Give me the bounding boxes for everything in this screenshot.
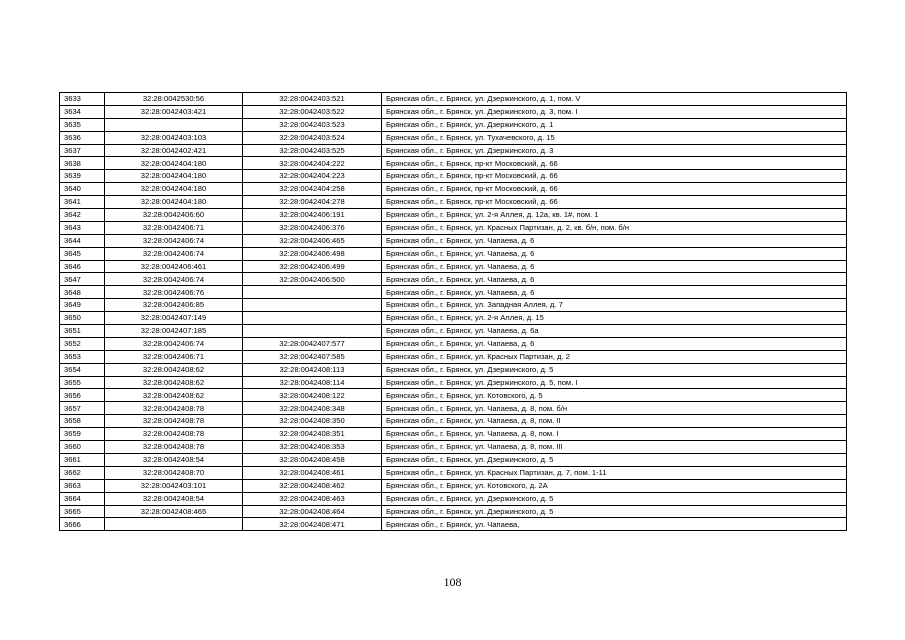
row-number-cell: 3666 bbox=[60, 518, 105, 531]
related-cadastral-number-cell: 32:28:0042408:463 bbox=[243, 492, 382, 505]
table-row bbox=[60, 221, 847, 234]
cadastral-number-cell: 32:28:0042404:180 bbox=[105, 196, 243, 209]
row-number-cell: 3655 bbox=[60, 376, 105, 389]
cadastral-number-cell: 32:28:0042406:74 bbox=[105, 273, 243, 286]
table-row bbox=[60, 479, 847, 492]
table-body bbox=[60, 93, 847, 531]
address-cell: Брянская обл., г. Брянск, ул. 2-я Аллея, д. 12а, кв. 1#, пом. 1 bbox=[382, 209, 847, 222]
related-cadastral-number-cell bbox=[243, 299, 382, 312]
cadastral-number-cell: 32:28:0042406:74 bbox=[105, 247, 243, 260]
related-cadastral-number-cell: 32:28:0042403:524 bbox=[243, 131, 382, 144]
related-cadastral-number-cell bbox=[243, 312, 382, 325]
related-cadastral-number-cell: 32:28:0042406:498 bbox=[243, 247, 382, 260]
row-number-cell: 3657 bbox=[60, 402, 105, 415]
table-row bbox=[60, 170, 847, 183]
table-row bbox=[60, 260, 847, 273]
row-number-cell: 3642 bbox=[60, 209, 105, 222]
table-row bbox=[60, 299, 847, 312]
row-number-cell: 3659 bbox=[60, 428, 105, 441]
table-row bbox=[60, 105, 847, 118]
table-row bbox=[60, 505, 847, 518]
related-cadastral-number-cell: 32:28:0042408:353 bbox=[243, 441, 382, 454]
row-number-cell: 3639 bbox=[60, 170, 105, 183]
table-row bbox=[60, 376, 847, 389]
cadastral-number-cell: 32:28:0042408:62 bbox=[105, 363, 243, 376]
related-cadastral-number-cell: 32:28:0042404:222 bbox=[243, 157, 382, 170]
row-number-cell: 3658 bbox=[60, 415, 105, 428]
related-cadastral-number-cell: 32:28:0042408:471 bbox=[243, 518, 382, 531]
cadastral-number-cell: 32:28:0042404:180 bbox=[105, 170, 243, 183]
row-number-cell: 3649 bbox=[60, 299, 105, 312]
cadastral-number-cell: 32:28:0042406:60 bbox=[105, 209, 243, 222]
related-cadastral-number-cell: 32:28:0042408:114 bbox=[243, 376, 382, 389]
table-row bbox=[60, 118, 847, 131]
related-cadastral-number-cell: 32:28:0042406:376 bbox=[243, 221, 382, 234]
row-number-cell: 3651 bbox=[60, 325, 105, 338]
cadastral-number-cell: 32:28:0042407:149 bbox=[105, 312, 243, 325]
related-cadastral-number-cell: 32:28:0042408:464 bbox=[243, 505, 382, 518]
row-number-cell: 3637 bbox=[60, 144, 105, 157]
table-row bbox=[60, 363, 847, 376]
row-number-cell: 3663 bbox=[60, 479, 105, 492]
table-row bbox=[60, 273, 847, 286]
address-cell: Брянская обл., г. Брянск, ул. Тухачевского, д. 15 bbox=[382, 131, 847, 144]
cadastral-number-cell: 32:28:0042408:54 bbox=[105, 453, 243, 466]
cadastral-number-cell: 32:28:0042403:103 bbox=[105, 131, 243, 144]
cadastral-number-cell: 32:28:0042408:78 bbox=[105, 402, 243, 415]
address-cell: Брянская обл., г. Брянск, ул. Дзержинского, д. 1, пом. V bbox=[382, 93, 847, 106]
related-cadastral-number-cell: 32:28:0042408:461 bbox=[243, 466, 382, 479]
related-cadastral-number-cell: 32:28:0042404:223 bbox=[243, 170, 382, 183]
address-cell: Брянская обл., г. Брянск, ул. Чапаева, д. 8, пом. III bbox=[382, 441, 847, 454]
cadastral-number-cell: 32:28:0042408:54 bbox=[105, 492, 243, 505]
table-row bbox=[60, 492, 847, 505]
cadastral-number-cell: 32:28:0042408:70 bbox=[105, 466, 243, 479]
related-cadastral-number-cell: 32:28:0042406:465 bbox=[243, 234, 382, 247]
related-cadastral-number-cell: 32:28:0042406:500 bbox=[243, 273, 382, 286]
row-number-cell: 3636 bbox=[60, 131, 105, 144]
cadastral-number-cell: 32:28:0042408:78 bbox=[105, 428, 243, 441]
row-number-cell: 3633 bbox=[60, 93, 105, 106]
address-cell: Брянская обл., г. Брянск, ул. Дзержинского, д. 3, пом. I bbox=[382, 105, 847, 118]
address-cell: Брянская обл., г. Брянск, ул. Дзержинского, д. 1 bbox=[382, 118, 847, 131]
address-cell: Брянская обл., г. Брянск, ул. 2-я Аллея, д. 15 bbox=[382, 312, 847, 325]
cadastral-number-cell: 32:28:0042406:461 bbox=[105, 260, 243, 273]
cadastral-number-cell: 32:28:0042406:71 bbox=[105, 221, 243, 234]
address-cell: Брянская обл., г. Брянск, ул. Красных Партизан, д. 2 bbox=[382, 350, 847, 363]
address-cell: Брянская обл., г. Брянск, ул. Чапаева, д. 8, пом. I bbox=[382, 428, 847, 441]
row-number-cell: 3635 bbox=[60, 118, 105, 131]
row-number-cell: 3647 bbox=[60, 273, 105, 286]
related-cadastral-number-cell: 32:28:0042406:499 bbox=[243, 260, 382, 273]
address-cell: Брянская обл., г. Брянск, ул. Чапаева, д. 6 bbox=[382, 234, 847, 247]
address-cell: Брянская обл., г. Брянск, ул. Чапаева, д. 6 bbox=[382, 286, 847, 299]
table-row bbox=[60, 144, 847, 157]
related-cadastral-number-cell: 32:28:0042403:523 bbox=[243, 118, 382, 131]
row-number-cell: 3662 bbox=[60, 466, 105, 479]
table-row bbox=[60, 415, 847, 428]
cadastral-table bbox=[59, 92, 847, 531]
cadastral-number-cell bbox=[105, 118, 243, 131]
cadastral-number-cell: 32:28:0042530:56 bbox=[105, 93, 243, 106]
row-number-cell: 3653 bbox=[60, 350, 105, 363]
cadastral-number-cell: 32:28:0042408:62 bbox=[105, 376, 243, 389]
address-cell: Брянская обл., г. Брянск, ул. Дзержинского, д. 3 bbox=[382, 144, 847, 157]
cadastral-number-cell: 32:28:0042403:421 bbox=[105, 105, 243, 118]
row-number-cell: 3643 bbox=[60, 221, 105, 234]
related-cadastral-number-cell: 32:28:0042403:521 bbox=[243, 93, 382, 106]
table-row bbox=[60, 312, 847, 325]
cadastral-number-cell: 32:28:0042403:101 bbox=[105, 479, 243, 492]
related-cadastral-number-cell: 32:28:0042404:258 bbox=[243, 183, 382, 196]
address-cell: Брянская обл., г. Брянск, ул. Чапаева, д. 6 bbox=[382, 247, 847, 260]
address-cell: Брянская обл., г. Брянск, ул. Чапаева, bbox=[382, 518, 847, 531]
address-cell: Брянская обл., г. Брянск, ул. Чапаева, д. 8, пом. б/н bbox=[382, 402, 847, 415]
table-row bbox=[60, 466, 847, 479]
address-cell: Брянская обл., г. Брянск, пр-кт Московский, д. 66 bbox=[382, 157, 847, 170]
related-cadastral-number-cell: 32:28:0042407:577 bbox=[243, 337, 382, 350]
table-row bbox=[60, 441, 847, 454]
cadastral-number-cell: 32:28:0042406:74 bbox=[105, 234, 243, 247]
cadastral-number-cell: 32:28:0042404:180 bbox=[105, 183, 243, 196]
related-cadastral-number-cell: 32:28:0042408:113 bbox=[243, 363, 382, 376]
address-cell: Брянская обл., г. Брянск, ул. Дзержинского, д. 5 bbox=[382, 492, 847, 505]
address-cell: Брянская обл., г. Брянск, пр-кт Московский, д. 66 bbox=[382, 196, 847, 209]
table-row bbox=[60, 337, 847, 350]
row-number-cell: 3660 bbox=[60, 441, 105, 454]
row-number-cell: 3661 bbox=[60, 453, 105, 466]
row-number-cell: 3646 bbox=[60, 260, 105, 273]
page-number: 108 bbox=[443, 575, 462, 589]
table-row bbox=[60, 247, 847, 260]
table-row bbox=[60, 389, 847, 402]
related-cadastral-number-cell bbox=[243, 286, 382, 299]
address-cell: Брянская обл., г. Брянск, ул. Чапаева, д. 6а bbox=[382, 325, 847, 338]
address-cell: Брянская обл., г. Брянск, ул. Дзержинского, д. 5 bbox=[382, 453, 847, 466]
table-row bbox=[60, 234, 847, 247]
cadastral-number-cell: 32:28:0042408:78 bbox=[105, 441, 243, 454]
row-number-cell: 3656 bbox=[60, 389, 105, 402]
address-cell: Брянская обл., г. Брянск, ул. Чапаева, д. 6 bbox=[382, 337, 847, 350]
cadastral-number-cell: 32:28:0042408:465 bbox=[105, 505, 243, 518]
address-cell: Брянская обл., г. Брянск, ул. Дзержинского, д. 5, пом. I bbox=[382, 376, 847, 389]
table-row bbox=[60, 183, 847, 196]
table-row bbox=[60, 286, 847, 299]
row-number-cell: 3638 bbox=[60, 157, 105, 170]
table-row bbox=[60, 453, 847, 466]
related-cadastral-number-cell: 32:28:0042406:191 bbox=[243, 209, 382, 222]
related-cadastral-number-cell: 32:28:0042404:278 bbox=[243, 196, 382, 209]
row-number-cell: 3640 bbox=[60, 183, 105, 196]
address-cell: Брянская обл., г. Брянск, пр-кт Московский, д. 66 bbox=[382, 170, 847, 183]
cadastral-number-cell: 32:28:0042406:74 bbox=[105, 337, 243, 350]
table-row bbox=[60, 350, 847, 363]
cadastral-number-cell: 32:28:0042408:78 bbox=[105, 415, 243, 428]
row-number-cell: 3641 bbox=[60, 196, 105, 209]
address-cell: Брянская обл., г. Брянск, ул. Чапаева, д. 8, пом. II bbox=[382, 415, 847, 428]
address-cell: Брянская обл., г. Брянск, пр-кт Московский, д. 66 bbox=[382, 183, 847, 196]
table-row bbox=[60, 518, 847, 531]
table-row bbox=[60, 157, 847, 170]
row-number-cell: 3665 bbox=[60, 505, 105, 518]
address-cell: Брянская обл., г. Брянск, ул. Западная Аллея, д. 7 bbox=[382, 299, 847, 312]
cadastral-number-cell: 32:28:0042408:62 bbox=[105, 389, 243, 402]
table-row bbox=[60, 209, 847, 222]
address-cell: Брянская обл., г. Брянск, ул. Котовского, д. 2А bbox=[382, 479, 847, 492]
row-number-cell: 3634 bbox=[60, 105, 105, 118]
address-cell: Брянская обл., г. Брянск, ул. Дзержинского, д. 5 bbox=[382, 505, 847, 518]
cadastral-number-cell: 32:28:0042406:71 bbox=[105, 350, 243, 363]
related-cadastral-number-cell bbox=[243, 325, 382, 338]
cadastral-number-cell: 32:28:0042404:180 bbox=[105, 157, 243, 170]
row-number-cell: 3654 bbox=[60, 363, 105, 376]
related-cadastral-number-cell: 32:28:0042408:351 bbox=[243, 428, 382, 441]
cadastral-number-cell: 32:28:0042407:185 bbox=[105, 325, 243, 338]
cadastral-number-cell: 32:28:0042406:76 bbox=[105, 286, 243, 299]
address-cell: Брянская обл., г. Брянск, ул. Красных Партизан, д. 7, пом. 1-11 bbox=[382, 466, 847, 479]
row-number-cell: 3652 bbox=[60, 337, 105, 350]
table-row bbox=[60, 325, 847, 338]
related-cadastral-number-cell: 32:28:0042408:348 bbox=[243, 402, 382, 415]
table-row bbox=[60, 402, 847, 415]
address-cell: Брянская обл., г. Брянск, ул. Чапаева, д. 6 bbox=[382, 260, 847, 273]
related-cadastral-number-cell: 32:28:0042403:522 bbox=[243, 105, 382, 118]
related-cadastral-number-cell: 32:28:0042408:122 bbox=[243, 389, 382, 402]
cadastral-number-cell: 32:28:0042406:85 bbox=[105, 299, 243, 312]
table-row bbox=[60, 196, 847, 209]
cadastral-number-cell bbox=[105, 518, 243, 531]
related-cadastral-number-cell: 32:28:0042403:525 bbox=[243, 144, 382, 157]
related-cadastral-number-cell: 32:28:0042408:350 bbox=[243, 415, 382, 428]
address-cell: Брянская обл., г. Брянск, ул. Дзержинского, д. 5 bbox=[382, 363, 847, 376]
row-number-cell: 3648 bbox=[60, 286, 105, 299]
related-cadastral-number-cell: 32:28:0042408:462 bbox=[243, 479, 382, 492]
address-cell: Брянская обл., г. Брянск, ул. Чапаева, д. 6 bbox=[382, 273, 847, 286]
related-cadastral-number-cell: 32:28:0042407:585 bbox=[243, 350, 382, 363]
related-cadastral-number-cell: 32:28:0042408:458 bbox=[243, 453, 382, 466]
address-cell: Брянская обл., г. Брянск, ул. Красных Партизан, д. 2, кв. б/н, пом. б/н bbox=[382, 221, 847, 234]
row-number-cell: 3650 bbox=[60, 312, 105, 325]
cadastral-number-cell: 32:28:0042402:421 bbox=[105, 144, 243, 157]
table-row bbox=[60, 131, 847, 144]
row-number-cell: 3644 bbox=[60, 234, 105, 247]
row-number-cell: 3645 bbox=[60, 247, 105, 260]
table-row bbox=[60, 428, 847, 441]
row-number-cell: 3664 bbox=[60, 492, 105, 505]
address-cell: Брянская обл., г. Брянск, ул. Котовского, д. 5 bbox=[382, 389, 847, 402]
table-row bbox=[60, 93, 847, 106]
